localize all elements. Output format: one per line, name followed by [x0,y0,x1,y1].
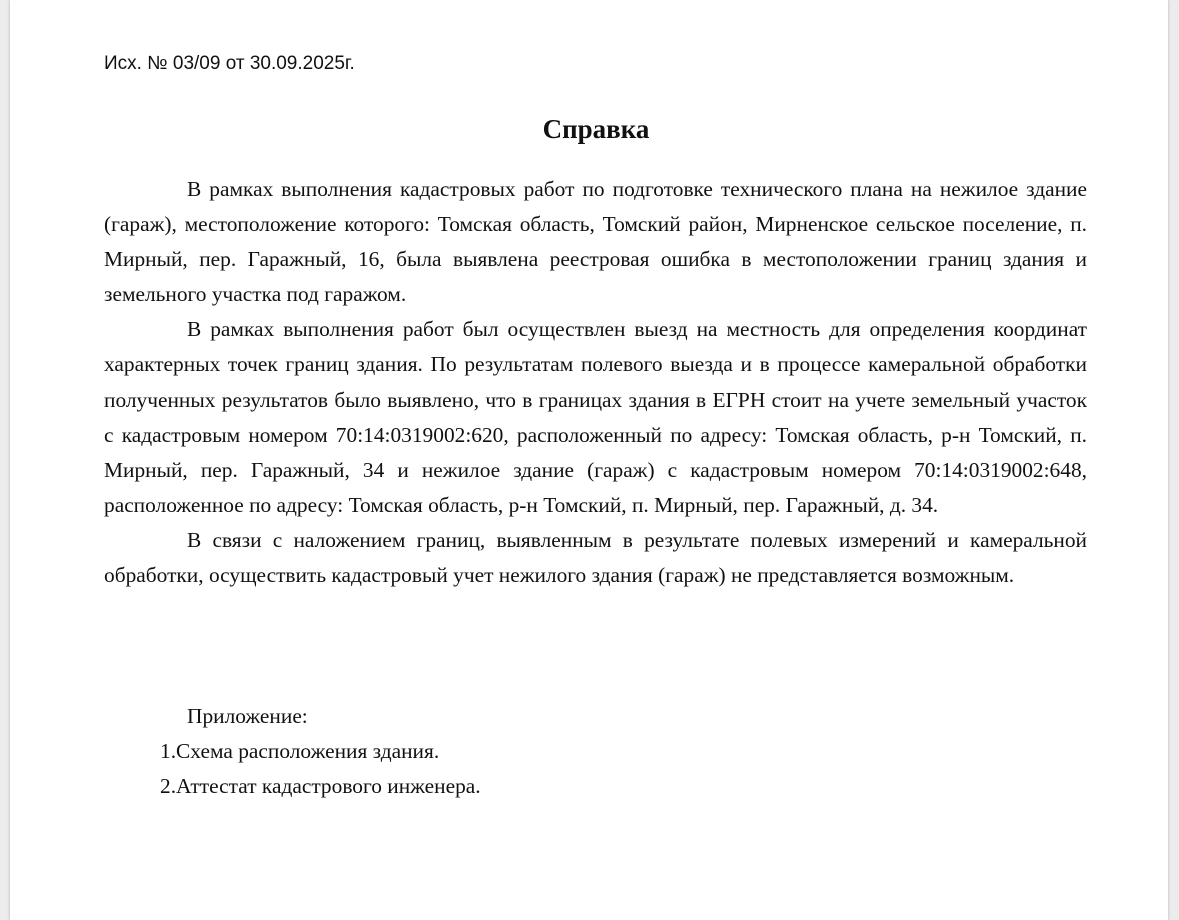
document-page [10,0,1168,920]
attachments-heading: Приложение: [187,704,308,728]
document-title: Справка [542,114,650,144]
document-body [104,172,1087,593]
paragraph-1: В рамках выполнения кадастровых работ по подготовке технического плана на нежилое здание (гараж), местоположение которого: Томская область, Томский район, Мирненское сельское поселение, п. Мирный, пер. Гаражный, 16, была выявлена реестровая ошибка в местоположении границ здания и земельного участка под гаражом. [104,177,1087,307]
attachment-item: 2.Аттестат кадастрового инженера. [160,774,481,798]
paragraph-3: В связи с наложением границ, выявленным в результате полевых измерений и камеральной обработки, осуществить кадастровый учет нежилого здания (гараж) не представляется возможным. [104,527,1087,588]
attachment-item: 1.Схема расположения здания. [160,739,440,763]
paragraph-2: В рамках выполнения работ был осуществлен выезд на местность для определения координат характерных точек границ здания. По результатам полевого выезда и в процессе камеральной обработки полученных результатов было выявлено, что в границах здания в ЕГРН стоит на учете земельный участок с кадастровым номером 70:14:0319002:620, расположенный по адресу: Томская область, р-н Томский, п. Мирный, пер. Гаражный, 34 и нежилое здание (гараж) с кадастровым номером 70:14:0319002:648, расположенное по адресу: Томская область, р-н Томский, п. Мирный, пер. Гаражный, д. 34. [104,317,1087,517]
outgoing-reference: Исх. № 03/09 от 30.09.2025г. [104,53,355,74]
